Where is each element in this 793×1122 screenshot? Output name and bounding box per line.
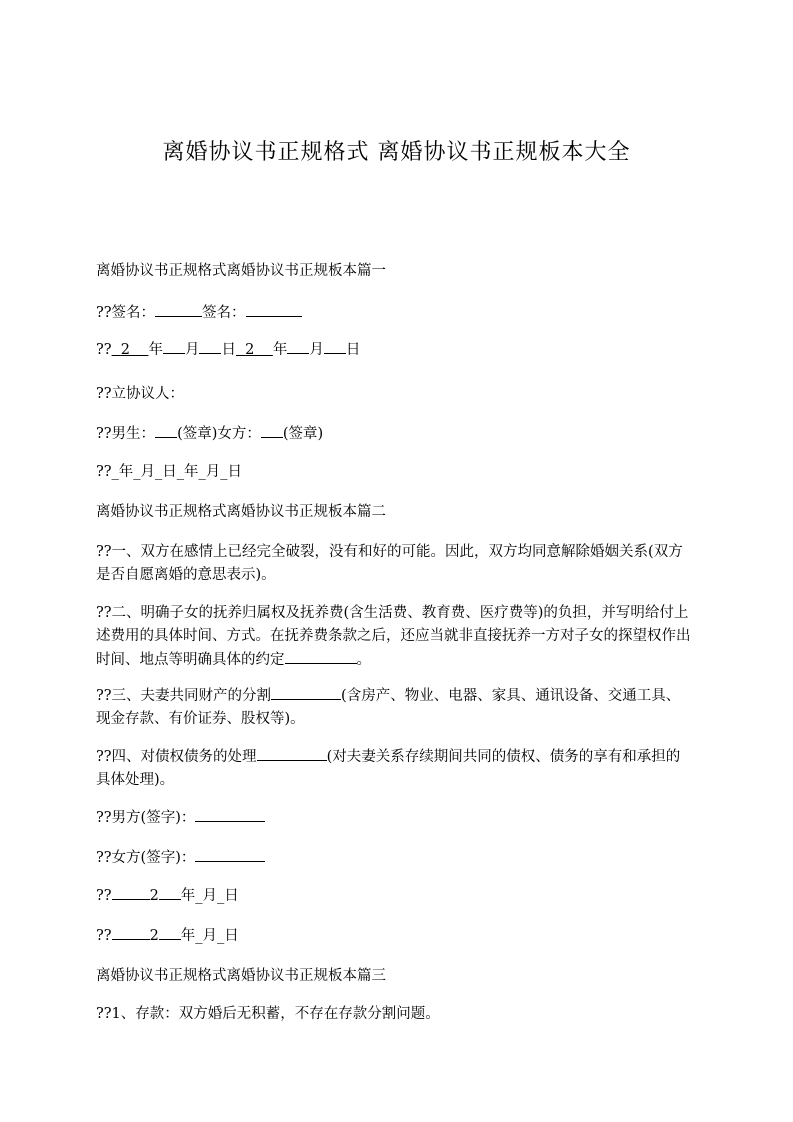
man-sign-line bbox=[96, 806, 694, 830]
date-4-prefix: ?? bbox=[96, 928, 112, 944]
date-line-2: ??_年_月_日_年_月_日 bbox=[96, 464, 243, 480]
male-label: ??男生： bbox=[96, 426, 156, 442]
date-3-blank-a bbox=[112, 884, 150, 900]
clause-2-text: ??二、明确子女的抚养归属权及抚养费(含生活费、教育费、医疗费等)的负担，并写明给付上述费用的具体时间、方式。在抚养费条款之后，还应当就非直接抚养一方对子女的探望权作出时间、地点等明确具体的约定 bbox=[96, 605, 691, 668]
clause-2-end: 。 bbox=[356, 652, 371, 668]
female-seal-blank bbox=[261, 422, 283, 438]
date-4-rest: 年_月_日 bbox=[180, 928, 239, 944]
date-3-year: 2 bbox=[149, 888, 159, 904]
signature-label-2: 签名： bbox=[202, 305, 246, 321]
section-heading-2: 离婚协议书正规格式离婚协议书正规板本篇二 bbox=[96, 504, 386, 520]
clause-2 bbox=[96, 602, 694, 672]
parties-label: ??立协议人： bbox=[96, 386, 185, 402]
clause-3-blank bbox=[271, 684, 341, 700]
woman-sign-line bbox=[96, 846, 694, 870]
man-sign-blank bbox=[195, 806, 265, 822]
date-day-suffix-1: 日 bbox=[221, 342, 236, 358]
date-day-blank-1 bbox=[199, 338, 221, 354]
clause-3 bbox=[96, 684, 694, 731]
section-heading-1: 离婚协议书正规格式离婚协议书正规板本篇一 bbox=[96, 263, 386, 279]
clause-4-text: ??四、对债权债务的处理 bbox=[96, 749, 257, 765]
document-title: 离婚协议书正规格式 离婚协议书正规板本大全 bbox=[162, 140, 631, 165]
date-day-blank-2 bbox=[324, 338, 346, 354]
signature-blank-2 bbox=[246, 301, 302, 317]
woman-sign-label: ??女方(签字)： bbox=[96, 850, 196, 866]
date-month-suffix-1: 月 bbox=[184, 342, 200, 358]
male-seal-blank bbox=[155, 422, 177, 438]
clause-2-blank bbox=[285, 648, 357, 664]
female-label: (签章)女方： bbox=[177, 426, 261, 442]
clause-1: ??一、双方在感情上已经完全破裂，没有和好的可能。因此，双方均同意解除婚姻关系(双方是否自愿离婚的意思表示)。 bbox=[96, 544, 683, 583]
clause-3-end: (含房产、物业、电器、家具、通讯设备、交通工具、现金存款、有价证券、股权等)。 bbox=[96, 688, 681, 727]
date-4-blank-b bbox=[159, 924, 181, 940]
signature-line bbox=[96, 301, 694, 325]
date-year-1-value: 2 bbox=[120, 342, 131, 358]
date-3-blank-b bbox=[159, 884, 181, 900]
clause-4 bbox=[96, 745, 694, 792]
date-4-year: 2 bbox=[149, 928, 159, 944]
signature-label-1: ??签名： bbox=[96, 305, 156, 321]
man-sign-label: ??男方(签字)： bbox=[96, 810, 196, 826]
date-day-suffix-2: 日 bbox=[345, 342, 361, 358]
date-3-rest: 年_月_日 bbox=[180, 888, 239, 904]
section-heading-3: 离婚协议书正规格式离婚协议书正规板本篇三 bbox=[96, 968, 386, 984]
date-year-2-value: 2 bbox=[245, 342, 255, 358]
date-3-prefix: ?? bbox=[96, 888, 112, 904]
clause-3-text: ??三、夫妻共同财产的分割 bbox=[96, 688, 272, 704]
date-prefix: ?? bbox=[96, 342, 112, 358]
clause-4-blank bbox=[257, 745, 327, 761]
date-month-suffix-2: 月 bbox=[309, 342, 324, 358]
date-year-1 bbox=[112, 342, 149, 358]
date-4-blank-a bbox=[112, 924, 150, 940]
date-year-suffix-1: 年 bbox=[148, 342, 163, 358]
date-year-2 bbox=[236, 342, 273, 358]
date-line-1 bbox=[96, 338, 694, 362]
parties-sign-line bbox=[96, 422, 694, 446]
seal-label: (签章) bbox=[282, 426, 324, 442]
date-line-3 bbox=[96, 884, 694, 908]
signature-blank-1 bbox=[155, 301, 202, 317]
clause-4-end: (对夫妻关系存续期间共同的债权、债务的享有和承担的具体处理)。 bbox=[96, 749, 681, 788]
date-line-4 bbox=[96, 924, 694, 948]
clause-savings: ??1、存款：双方婚后无积蓄，不存在存款分割问题。 bbox=[96, 1006, 440, 1022]
woman-sign-blank bbox=[195, 846, 265, 862]
date-month-blank-1 bbox=[163, 338, 185, 354]
date-year-suffix-2: 年 bbox=[272, 342, 288, 358]
date-month-blank-2 bbox=[287, 338, 309, 354]
